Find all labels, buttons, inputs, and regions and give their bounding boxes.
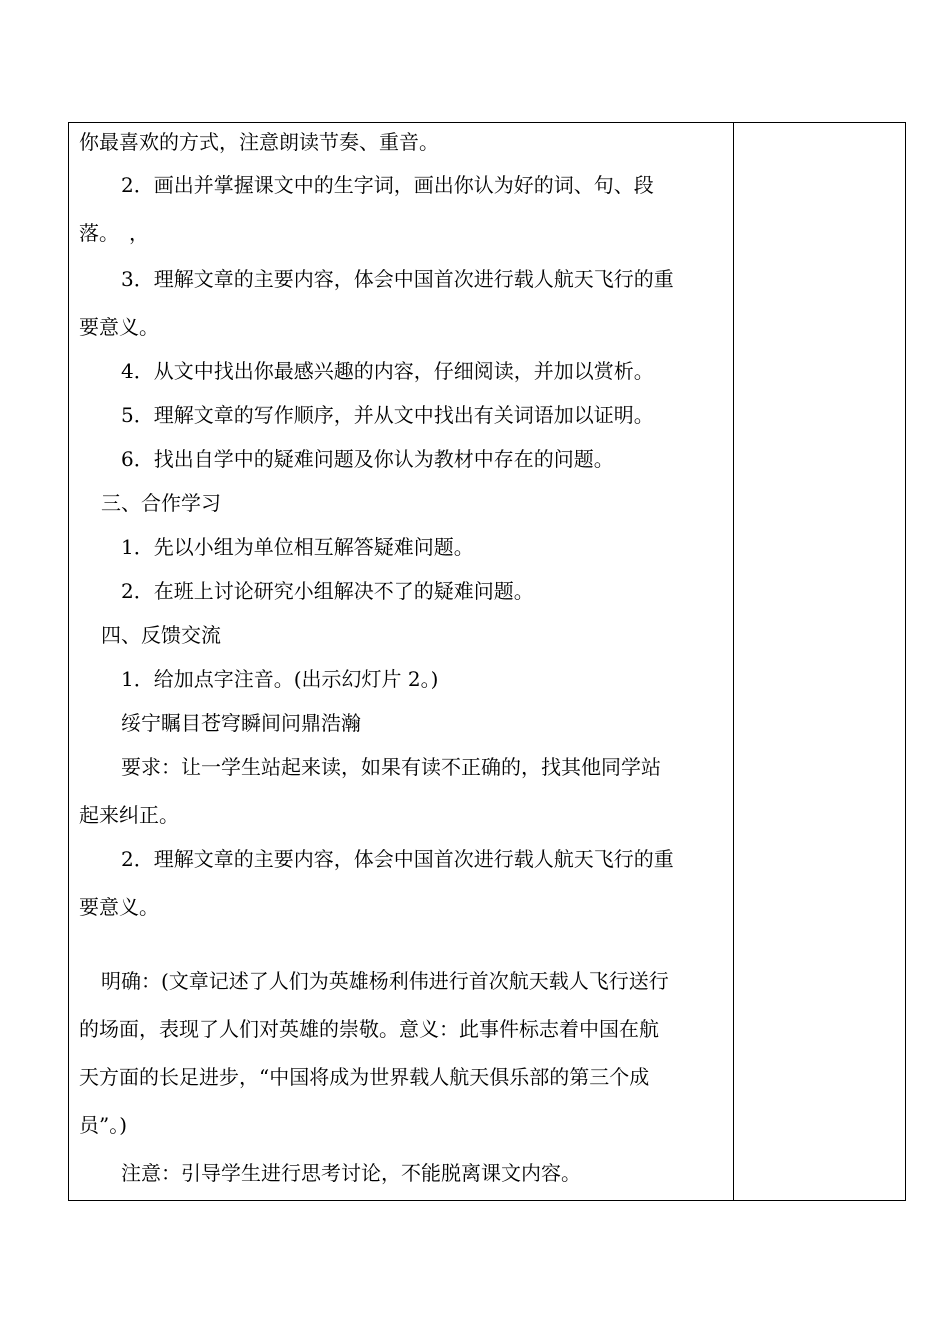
text-line: 3．理解文章的主要内容，体会中国首次进行载人航天飞行的重 [121,267,674,291]
text-line: 1．给加点字注音。(出示幻灯片 2。) [121,667,439,691]
text-line: 2．理解文章的主要内容，体会中国首次进行载人航天飞行的重 [121,847,674,871]
section-heading: 三、合作学习 [101,491,221,515]
text-line: 4．从文中找出你最感兴趣的内容，仔细阅读，并加以赏析。 [121,359,654,383]
text-line: 明确：(文章记述了人们为英雄杨利伟进行首次航天载人飞行送行 [101,969,669,993]
text-line: 2．在班上讨论研究小组解决不了的疑难问题。 [121,579,534,603]
text-line: 你最喜欢的方式，注意朗读节奏、重音。 [79,130,439,154]
text-line: 落。 ， [79,221,149,245]
lesson-table [68,122,906,1201]
text-line: 绥宁瞩目苍穹瞬间问鼎浩瀚 [121,711,361,735]
column-divider [733,123,734,1200]
text-line: 的场面，表现了人们对英雄的崇敬。意义：此事件标志着中国在航 [79,1017,659,1041]
text-line: 天方面的长足进步，“中国将成为世界载人航天俱乐部的第三个成 [79,1065,650,1089]
section-heading: 四、反馈交流 [101,623,221,647]
text-line: 员”。) [79,1113,128,1137]
text-line: 要意义。 [79,895,159,919]
text-line: 要求：让一学生站起来读，如果有读不正确的，找其他同学站 [121,755,661,779]
text-line: 2．画出并掌握课文中的生字词，画出你认为好的词、句、段 [121,173,654,197]
text-line: 5．理解文章的写作顺序，并从文中找出有关词语加以证明。 [121,403,654,427]
text-line: 6．找出自学中的疑难问题及你认为教材中存在的问题。 [121,447,614,471]
text-line: 要意义。 [79,315,159,339]
text-line: 1．先以小组为单位相互解答疑难问题。 [121,535,474,559]
text-line: 注意：引导学生进行思考讨论，不能脱离课文内容。 [121,1161,581,1185]
text-line: 起来纠正。 [79,803,179,827]
